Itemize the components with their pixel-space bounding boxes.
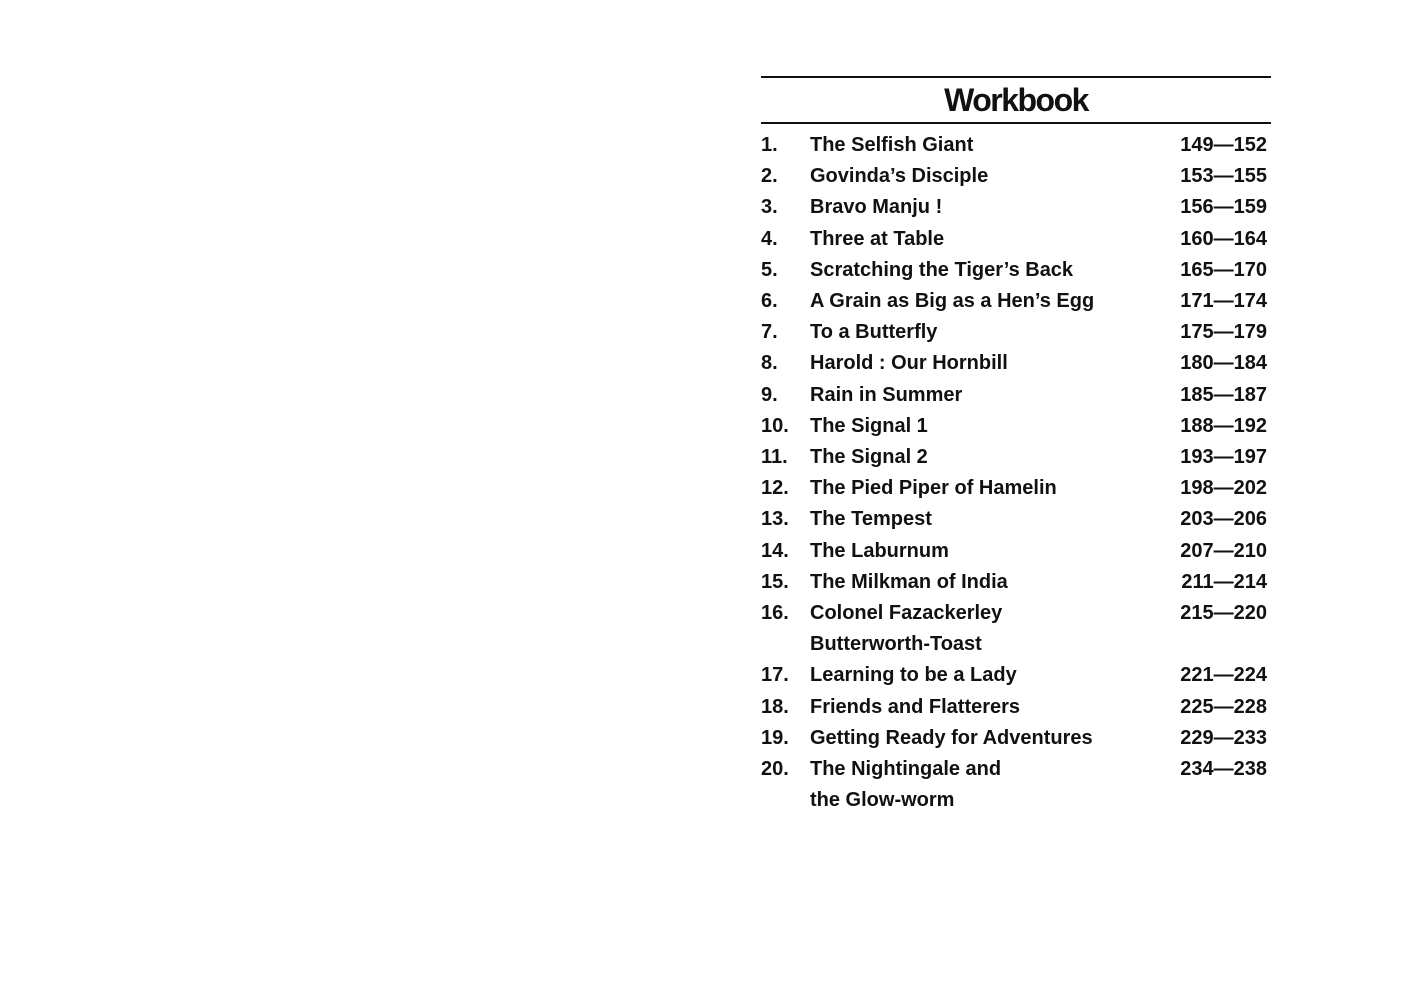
entry-page-range: 185—187 [1180, 383, 1267, 406]
toc-entry [761, 380, 1271, 411]
entry-title: Getting Ready for Adventures [810, 726, 1093, 749]
entry-page-range: 234—238 [1180, 758, 1267, 781]
entry-number: 3. [761, 196, 778, 219]
toc-entry [761, 317, 1271, 348]
entry-number: 1. [761, 134, 778, 156]
toc-entry [761, 348, 1271, 379]
toc-entry [761, 192, 1271, 223]
entry-page-range: 221—224 [1180, 664, 1267, 687]
toc-entry [761, 130, 1271, 161]
entry-title: The Laburnum [810, 539, 949, 562]
entry-number: 12. [761, 477, 789, 500]
entry-title: The Signal 2 [810, 446, 928, 469]
toc-entry [761, 161, 1271, 192]
entry-title: Rain in Summer [810, 383, 963, 406]
toc-entry [761, 754, 1271, 816]
entry-page-range: 149—152 [1180, 134, 1267, 156]
toc-entry [761, 224, 1271, 255]
entry-number: 13. [761, 508, 789, 531]
toc-entry [761, 286, 1271, 317]
entry-page-range: 171—174 [1180, 290, 1267, 313]
entry-page-range: 203—206 [1180, 508, 1267, 531]
toc-entry [761, 411, 1271, 442]
entry-number: 17. [761, 664, 789, 687]
toc-entry [761, 723, 1271, 754]
entry-title: Scratching the Tiger’s Back [810, 258, 1074, 281]
entry-number: 19. [761, 726, 789, 749]
entry-title: To a Butterfly [810, 321, 938, 344]
entry-page-range: 198—202 [1180, 477, 1267, 500]
entry-title: Friends and Flatterers [810, 695, 1021, 718]
entry-title: The Nightingale and the Glow-worm [810, 758, 1002, 812]
entry-title: Three at Table [810, 227, 945, 250]
entry-page-range: 188—192 [1180, 414, 1267, 437]
toc-entry [761, 473, 1271, 504]
entry-page-range: 215—220 [1180, 602, 1267, 625]
toc-entry [761, 567, 1271, 598]
bottom-rule [761, 122, 1271, 124]
toc-entry [761, 692, 1271, 723]
entry-page-range: 207—210 [1180, 539, 1267, 562]
entry-page-range: 229—233 [1180, 726, 1267, 749]
toc-entry [761, 442, 1271, 473]
entry-page-range: 160—164 [1180, 227, 1267, 250]
entry-title: The Pied Piper of Hamelin [810, 477, 1057, 500]
entry-page-range: 175—179 [1180, 321, 1267, 344]
toc-entry [761, 660, 1271, 691]
entry-number: 14. [761, 539, 789, 562]
entry-number: 6. [761, 290, 778, 313]
entry-number: 11. [761, 446, 788, 469]
entry-number: 16. [761, 602, 789, 625]
entry-page-range: 225—228 [1180, 695, 1267, 718]
table-of-contents [761, 76, 1271, 816]
entry-title: The Milkman of India [810, 570, 1008, 593]
toc-entry [761, 536, 1271, 567]
entry-number: 2. [761, 165, 778, 188]
entry-page-range: 165—170 [1180, 258, 1267, 281]
entry-number: 15. [761, 570, 789, 593]
entry-title: Govinda’s Disciple [810, 165, 989, 188]
entry-number: 5. [761, 258, 778, 281]
entry-page-range: 211—214 [1181, 570, 1267, 593]
toc-entry [761, 504, 1271, 535]
entry-title: Colonel Fazackerley Butterworth-Toast [810, 602, 1003, 656]
entry-page-range: 193—197 [1180, 446, 1267, 469]
entry-number: 9. [761, 383, 778, 406]
toc-entries [761, 130, 1271, 816]
entry-number: 4. [761, 227, 778, 250]
entry-title: The Selfish Giant [810, 134, 974, 156]
entry-page-range: 156—159 [1180, 196, 1267, 219]
toc-entry [761, 255, 1271, 286]
entry-title: Harold : Our Hornbill [810, 352, 1008, 375]
entry-title: The Signal 1 [810, 414, 928, 437]
entry-title: Learning to be a Lady [810, 664, 1017, 687]
entry-title: A Grain as Big as a Hen’s Egg [810, 290, 1095, 313]
toc-heading: Workbook [944, 82, 1088, 118]
toc-entry [761, 598, 1271, 660]
entry-number: 8. [761, 352, 778, 375]
entry-title: Bravo Manju ! [810, 196, 943, 219]
entry-number: 10. [761, 414, 789, 437]
entry-number: 20. [761, 758, 789, 781]
entry-page-range: 153—155 [1180, 165, 1267, 188]
entry-page-range: 180—184 [1180, 352, 1267, 375]
entry-title: The Tempest [810, 508, 932, 531]
entry-number: 7. [761, 321, 778, 344]
entry-number: 18. [761, 695, 789, 718]
